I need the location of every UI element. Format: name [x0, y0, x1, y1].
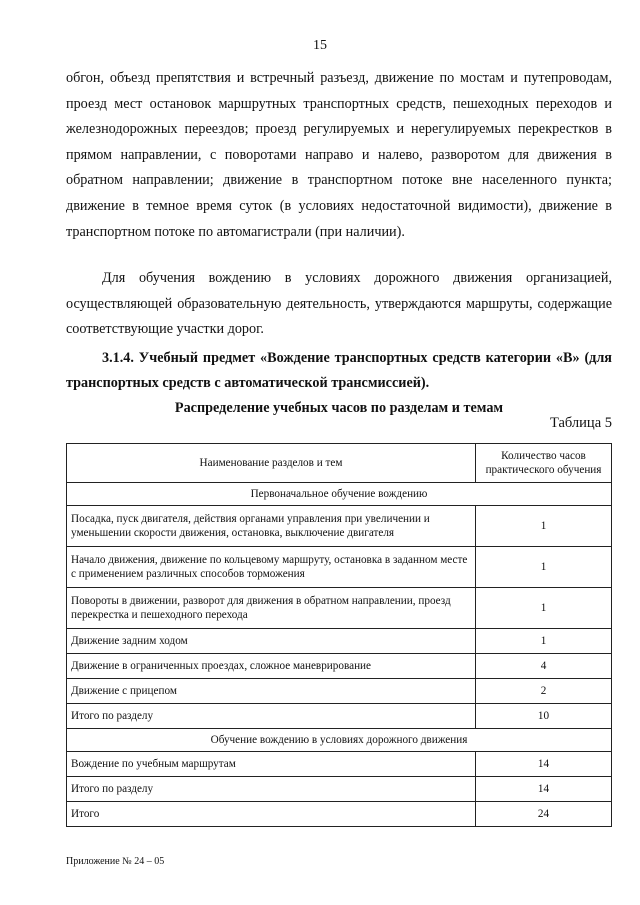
- table-row: [67, 752, 612, 777]
- table-row: [67, 802, 612, 827]
- column-header-name: Наименование разделов и тем: [67, 444, 476, 483]
- topic-hours: 1: [476, 547, 612, 588]
- subtotal-hours: 14: [476, 777, 612, 802]
- table-row: [67, 588, 612, 629]
- table-row: [67, 704, 612, 729]
- topic-hours: 1: [476, 506, 612, 547]
- footer-appendix: Приложение № 24 – 05: [66, 856, 165, 867]
- table-row: [67, 629, 612, 654]
- section-row: [67, 729, 612, 752]
- topic-hours: 4: [476, 654, 612, 679]
- section-title: Первоначальное обучение вождению: [67, 483, 612, 506]
- topic-hours: 14: [476, 752, 612, 777]
- topic-name: Повороты в движении, разворот для движения в обратном направлении, проезд перекрестка и пешеходного перехода: [67, 588, 476, 629]
- subtotal-name: Итого по разделу: [67, 704, 476, 729]
- paragraph-routes: Для обучения вождению в условиях дорожного движения организацией, осуществляющей образовательную деятельность, утверждаются маршруты, содержащие соответствующие участки дорог.: [66, 270, 612, 338]
- topic-hours: 2: [476, 679, 612, 704]
- topic-name: Вождение по учебным маршрутам: [67, 752, 476, 777]
- table-row: [67, 654, 612, 679]
- subtotal-hours: 10: [476, 704, 612, 729]
- total-name: Итого: [67, 802, 476, 827]
- column-header-hours: Количество часов практического обучения: [476, 444, 612, 483]
- total-hours: 24: [476, 802, 612, 827]
- subtotal-name: Итого по разделу: [67, 777, 476, 802]
- table-header-row: [67, 444, 612, 483]
- topic-name: Начало движения, движение по кольцевому маршруту, остановка в заданном месте с применением различных способов торможения: [67, 547, 476, 588]
- paragraph-driving-tasks: обгон, объезд препятствия и встречный разъезд, движение по мостам и путепроводам, проезд мест остановок маршрутных транспортных средств, пешеходных переходов и железнодорожных переездов; проезд регулируемых и нерегулируемых перекрестков в прямом направлении, с поворотами направо и налево, разворотом для движения в обратном направлении; движение в транспортном потоке вне населенного пункта; движение в темное время суток (в условиях недостаточной видимости), движение в транспортном потоке по автомагистрали (при наличии).: [66, 70, 612, 240]
- topic-hours: 1: [476, 588, 612, 629]
- hours-table: [66, 443, 612, 827]
- page-number: 15: [313, 38, 327, 53]
- distribution-heading: Распределение учебных часов по разделам и темам: [174, 400, 504, 416]
- topic-name: Движение задним ходом: [67, 629, 476, 654]
- table-label: Таблица 5: [549, 415, 612, 431]
- section-row: [67, 483, 612, 506]
- section-title: Обучение вождению в условиях дорожного движения: [67, 729, 612, 752]
- topic-name: Посадка, пуск двигателя, действия органами управления при увеличении и уменьшении скорости движения, остановка, выключение двигателя: [67, 506, 476, 547]
- topic-name: Движение в ограниченных проездах, сложное маневрирование: [67, 654, 476, 679]
- table-row: [67, 506, 612, 547]
- table-row: [67, 679, 612, 704]
- topic-hours: 1: [476, 629, 612, 654]
- table-row: [67, 777, 612, 802]
- table-row: [67, 547, 612, 588]
- subject-heading: 3.1.4. Учебный предмет «Вождение транспортных средств категории «В» (для транспортных средств с автоматической трансмиссией).: [66, 350, 612, 391]
- topic-name: Движение с прицепом: [67, 679, 476, 704]
